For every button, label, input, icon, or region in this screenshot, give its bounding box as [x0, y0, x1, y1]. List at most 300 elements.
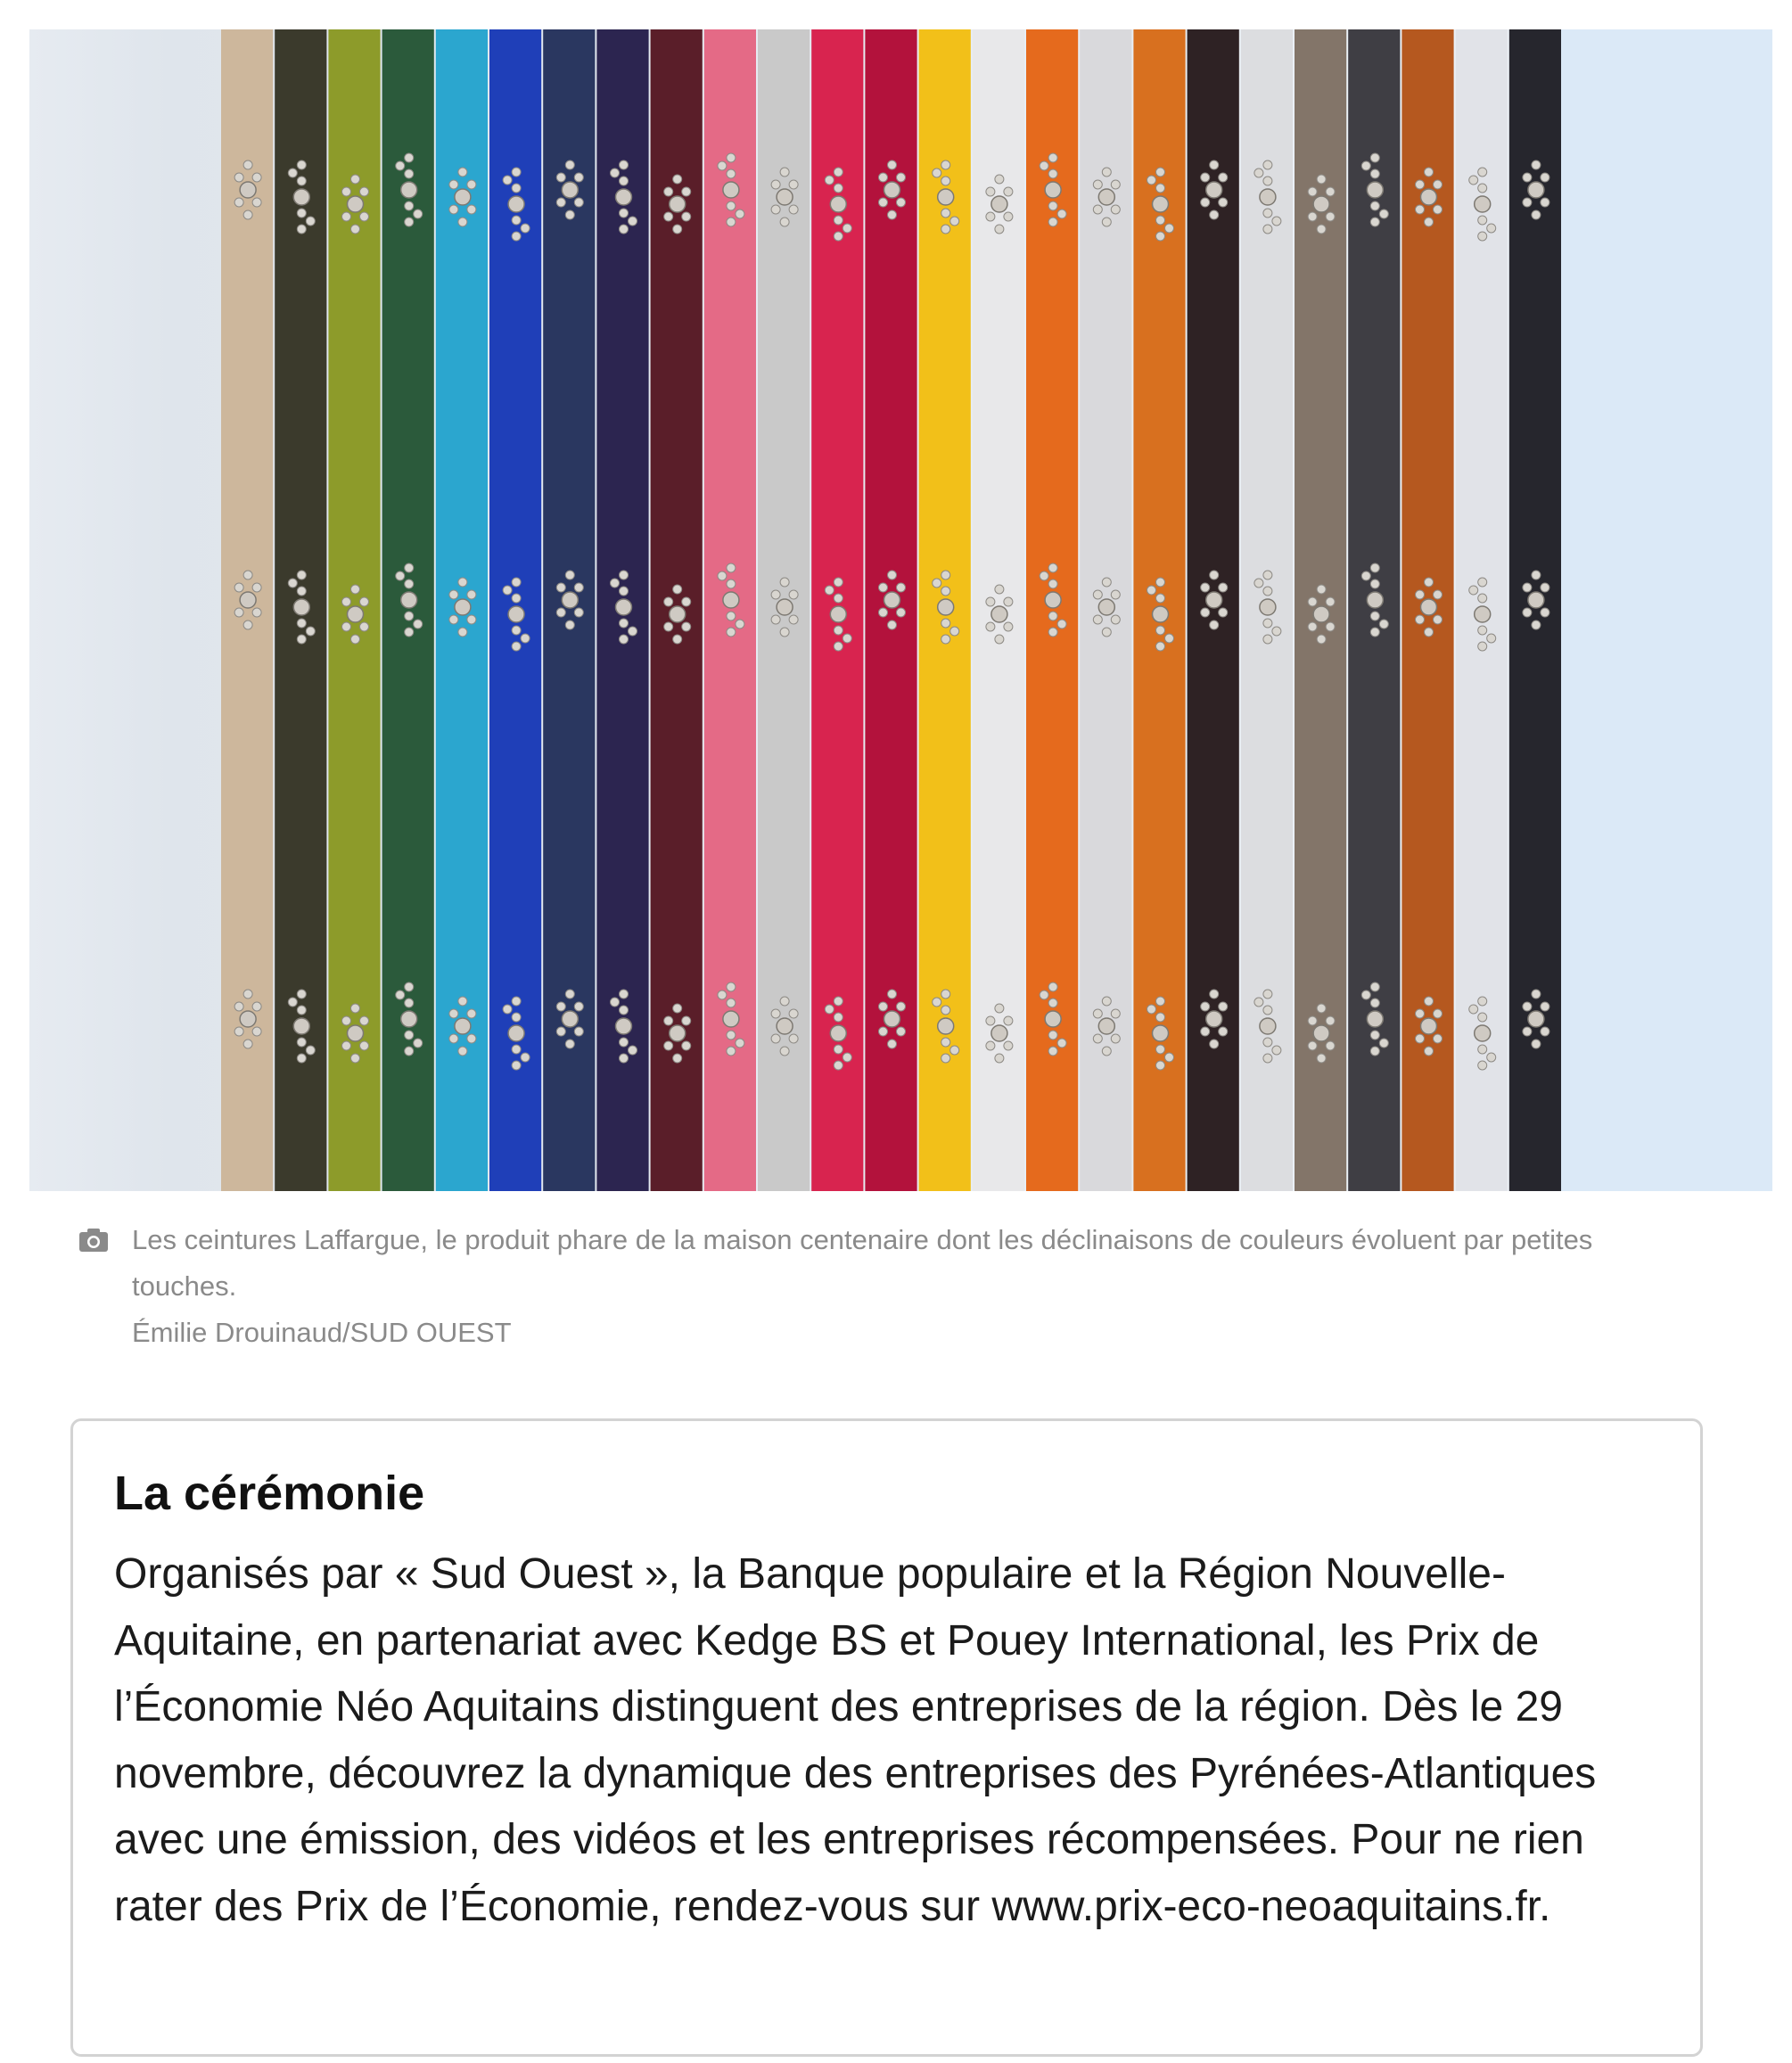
belt-stud [243, 160, 252, 169]
belt-stud [1153, 1025, 1169, 1041]
belt-stud [1147, 176, 1156, 185]
belt-stud [830, 606, 846, 622]
belt-stud [727, 579, 736, 588]
belt-stud [1147, 586, 1156, 595]
belt-stud [1478, 642, 1487, 651]
belt-stud [405, 612, 414, 621]
belt-stud [1004, 1016, 1013, 1025]
belt-stud [1326, 1016, 1335, 1025]
belt-stud [611, 998, 620, 1007]
belt-stud [521, 634, 530, 643]
belt-stud [449, 205, 458, 214]
belt-stud [629, 217, 637, 226]
belt-stud [620, 160, 629, 169]
belt-stud [1153, 196, 1169, 212]
belt-stud [995, 225, 1004, 234]
belt-stud [843, 224, 851, 233]
belt-stud [1523, 1002, 1532, 1011]
belt-stud [1313, 1025, 1329, 1041]
belt-stud [727, 563, 736, 572]
belt-stud [240, 592, 256, 608]
belt-stud [825, 1005, 834, 1014]
belt-stud [1434, 1009, 1443, 1018]
belt-stud [306, 1046, 315, 1055]
belt-stud [1045, 592, 1061, 608]
belt-stud [1111, 590, 1120, 599]
belt-stud [1263, 209, 1272, 218]
belt-stud [297, 571, 306, 579]
belt-stud [1219, 608, 1228, 617]
belt-stud [1048, 563, 1057, 572]
belt-stud [405, 218, 414, 226]
belt-stud [897, 608, 906, 617]
belt-stud [1156, 168, 1165, 177]
belt-stud [1425, 1047, 1434, 1056]
belt-stud [620, 209, 629, 218]
belt-stud [938, 599, 954, 615]
belt-stud [991, 1025, 1007, 1041]
belt-stud [405, 563, 414, 572]
belt-stud [941, 1054, 950, 1063]
belt-stud [401, 1011, 417, 1027]
belt-stud [670, 1025, 686, 1041]
belt-stud [521, 1053, 530, 1062]
belt-stud [611, 579, 620, 588]
belt-stud [616, 599, 632, 615]
belt-stud [727, 153, 736, 162]
belt-stud [565, 210, 574, 219]
belt-stud [1098, 1018, 1114, 1034]
belt-stud [1469, 1005, 1478, 1014]
belt-stud [995, 1004, 1004, 1013]
belt-stud [1370, 628, 1379, 637]
belt-stud [620, 1006, 629, 1015]
belt-stud [718, 990, 727, 999]
belt-stud [1425, 168, 1434, 177]
belt-stud [562, 1011, 578, 1027]
belt-stud [297, 635, 306, 644]
belt-stud [1048, 153, 1057, 162]
belt-stud [342, 1041, 351, 1050]
belt-stud [1528, 182, 1544, 198]
belt-stud [1326, 622, 1335, 631]
belt-stud [888, 621, 897, 629]
belt-stud [673, 635, 682, 644]
belt-stud [1379, 1039, 1388, 1048]
belt-stud [293, 1018, 309, 1034]
belt-stud [1475, 606, 1491, 622]
belt-stud [240, 1011, 256, 1027]
belt-stud [234, 1002, 243, 1011]
belt-stud [467, 205, 476, 214]
belt-stud [458, 218, 467, 226]
belt-stud [941, 177, 950, 185]
belt-stud [736, 620, 744, 629]
belt-stud [458, 997, 467, 1006]
belt-stud [455, 599, 471, 615]
belt-stud [1098, 189, 1114, 205]
belt-stud [938, 1018, 954, 1034]
belt-stud [1156, 997, 1165, 1006]
belt-stud [297, 990, 306, 999]
belt-stud [396, 990, 405, 999]
belt-stud [1263, 225, 1272, 234]
belt-stud [941, 587, 950, 596]
belt-stud [620, 225, 629, 234]
belt-stud [565, 571, 574, 579]
belt-stud [1156, 642, 1165, 651]
belt-stud [1434, 205, 1443, 214]
belt-stud [834, 216, 843, 225]
belt-stud [991, 606, 1007, 622]
belt-stud [723, 182, 739, 198]
belt-stud [879, 583, 888, 592]
belt-stud [1541, 1002, 1550, 1011]
belt-stud [789, 180, 798, 189]
belt-stud [574, 198, 583, 207]
belt-stud [405, 999, 414, 1007]
belt-stud [348, 196, 364, 212]
belt-stud [1416, 205, 1425, 214]
belt-stud [449, 180, 458, 189]
belt-stud [565, 990, 574, 999]
belt-stud [611, 168, 620, 177]
belt-stud [342, 597, 351, 606]
belt-stud [401, 592, 417, 608]
belt-stud [1057, 210, 1066, 218]
belt-stud [234, 173, 243, 182]
belt-stud [1093, 1034, 1102, 1043]
belt-stud [897, 198, 906, 207]
belt-stud [574, 608, 583, 617]
belt-stud [1048, 999, 1057, 1007]
belt-stud [574, 173, 583, 182]
belt-stud [1156, 216, 1165, 225]
belt-stud [293, 599, 309, 615]
belt-stud [1048, 628, 1057, 637]
belt-stud [682, 212, 691, 221]
belt-stud [1165, 634, 1174, 643]
belts-illustration [29, 29, 1772, 1191]
belt-stud [1478, 594, 1487, 603]
belt-stud [616, 189, 632, 205]
belt-stud [288, 579, 297, 588]
belt-stud [512, 1061, 521, 1070]
belt-stud [723, 592, 739, 608]
belt-stud [834, 626, 843, 635]
belt-stud [1478, 997, 1487, 1006]
belt-stud [673, 175, 682, 184]
belt-stud [673, 1004, 682, 1013]
belt-stud [1201, 583, 1210, 592]
belt-stud [1326, 212, 1335, 221]
belt-stud [1308, 1041, 1317, 1050]
belt-stud [348, 606, 364, 622]
belt-stud [1326, 187, 1335, 196]
belt-stud [1478, 626, 1487, 635]
belt-stud [565, 1040, 574, 1048]
belt-stud [512, 184, 521, 193]
belt-stud [682, 597, 691, 606]
belt-stud [1004, 212, 1013, 221]
belt-stud [508, 606, 524, 622]
belt-stud [789, 1034, 798, 1043]
belt-stud [342, 187, 351, 196]
belt-stud [834, 1013, 843, 1022]
belt-stud [467, 1009, 476, 1018]
belt-stud [1421, 1018, 1437, 1034]
belt-stud [825, 176, 834, 185]
belt-stud [414, 210, 423, 218]
belt-stud [780, 578, 789, 587]
belt-stud [1416, 1009, 1425, 1018]
belt-stud [503, 1005, 512, 1014]
belt-stud [1361, 161, 1370, 170]
belt-stud [512, 232, 521, 241]
belt-stud [360, 212, 369, 221]
belt-stud [455, 189, 471, 205]
belt-stud [664, 597, 673, 606]
belt-stud [1326, 597, 1335, 606]
belt-stud [986, 622, 995, 631]
belt-stud [449, 1009, 458, 1018]
belt-stud [1111, 1034, 1120, 1043]
belt-stud [664, 212, 673, 221]
belt-stud [1308, 622, 1317, 631]
belt-stud [941, 635, 950, 644]
belt-stud [986, 1041, 995, 1050]
belt-stud [1048, 169, 1057, 178]
belt-stud [351, 1004, 360, 1013]
belt-stud [933, 168, 941, 177]
belt-stud [1219, 1002, 1228, 1011]
belt-stud [1048, 1047, 1057, 1056]
belt-stud [1102, 578, 1111, 587]
belt-stud [1313, 606, 1329, 622]
belt-stud [503, 586, 512, 595]
belt-stud [1048, 201, 1057, 210]
belt-stud [941, 619, 950, 628]
belt-stud [1156, 578, 1165, 587]
belt-stud [718, 571, 727, 580]
belt-stud [297, 1006, 306, 1015]
belt-stud [360, 187, 369, 196]
belt-stud [1425, 997, 1434, 1006]
belt-stud [843, 1053, 851, 1062]
belt-stud [771, 205, 780, 214]
belt-stud [1361, 571, 1370, 580]
belt-stud [1317, 1004, 1326, 1013]
belt-stud [1254, 998, 1263, 1007]
belt-stud [1421, 189, 1437, 205]
belt-stud [673, 225, 682, 234]
belt-stud [342, 212, 351, 221]
belt-stud [234, 583, 243, 592]
belt-stud [1201, 173, 1210, 182]
belt-stud [1057, 620, 1066, 629]
belt-stud [1541, 608, 1550, 617]
belt-stud [405, 628, 414, 637]
belt-stud [351, 225, 360, 234]
belt-stud [995, 175, 1004, 184]
belt-stud [1156, 232, 1165, 241]
belt-stud [297, 1038, 306, 1047]
belt-stud [1532, 210, 1541, 219]
belt-stud [771, 590, 780, 599]
belt-stud [565, 621, 574, 629]
belt-stud [1048, 579, 1057, 588]
belt-stud [727, 982, 736, 991]
belt-stud [306, 627, 315, 636]
belt-stud [682, 1041, 691, 1050]
belt-stud [1201, 1027, 1210, 1036]
belt-stud [1254, 579, 1263, 588]
belt-stud [1541, 173, 1550, 182]
belt-stud [1425, 578, 1434, 587]
wall-background [1545, 29, 1772, 1191]
belt-stud [342, 622, 351, 631]
belt-stud [780, 218, 789, 226]
belt-stud [1487, 224, 1496, 233]
belt-stud [995, 585, 1004, 594]
photo-credit: Émilie Drouinaud/SUD OUEST [132, 1317, 512, 1348]
belt-stud [1434, 615, 1443, 624]
belt-stud [1469, 586, 1478, 595]
belt-stud [723, 1011, 739, 1027]
belt-stud [234, 1027, 243, 1036]
belt-stud [1370, 153, 1379, 162]
belt-stud [1219, 583, 1228, 592]
belt-stud [1045, 182, 1061, 198]
belt-stud [1102, 218, 1111, 226]
belt-stud [834, 168, 843, 177]
belt-stud [1165, 1053, 1174, 1062]
belt-stud [1111, 205, 1120, 214]
belt-stud [1210, 621, 1219, 629]
belt-stud [1093, 590, 1102, 599]
belt-stud [888, 210, 897, 219]
belt-stud [556, 1002, 565, 1011]
belt-stud [620, 587, 629, 596]
belt-stud [888, 990, 897, 999]
belt-stud [1317, 635, 1326, 644]
belt-stud [1111, 180, 1120, 189]
belt-stud [620, 990, 629, 999]
belt-stud [789, 590, 798, 599]
belt-stud [1263, 177, 1272, 185]
belt-stud [620, 1054, 629, 1063]
belt-stud [556, 583, 565, 592]
belt-stud [1102, 168, 1111, 177]
belt-stud [1263, 571, 1272, 579]
belt-stud [897, 173, 906, 182]
belt-stud [512, 1013, 521, 1022]
belt-stud [1040, 571, 1048, 580]
belt-stud [288, 168, 297, 177]
belt-stud [1156, 594, 1165, 603]
belt-stud [1057, 1039, 1066, 1048]
belt-stud [1367, 592, 1383, 608]
belt-stud [620, 177, 629, 185]
belt-stud [727, 999, 736, 1007]
belt-stud [780, 997, 789, 1006]
belt-stud [834, 232, 843, 241]
belt-stud [243, 621, 252, 629]
belt-stud [1263, 990, 1272, 999]
belt-stud [941, 209, 950, 218]
belt-stud [879, 608, 888, 617]
belt-stud [1370, 1031, 1379, 1040]
belt-stud [360, 597, 369, 606]
belt-stud [664, 1016, 673, 1025]
belt-stud [351, 1054, 360, 1063]
belt-stud [1210, 571, 1219, 579]
belt-stud [620, 619, 629, 628]
belt-stud [941, 160, 950, 169]
belt-stud [771, 180, 780, 189]
belt-stud [620, 571, 629, 579]
belt-stud [521, 224, 530, 233]
belt-stud [512, 168, 521, 177]
belt-stud [1478, 216, 1487, 225]
belt-stud [1478, 1061, 1487, 1070]
belt-stud [727, 1047, 736, 1056]
belt-stud [556, 1027, 565, 1036]
belt-stud [1370, 999, 1379, 1007]
belt-stud [458, 578, 467, 587]
belt-stud [897, 583, 906, 592]
belt-stud [1040, 990, 1048, 999]
caption-text: Les ceintures Laffargue, le produit phare de la maison centenaire dont les déclinaisons de couleurs évoluent par petites touches. [132, 1224, 1593, 1302]
belt-stud [512, 1045, 521, 1054]
belt-stud [1528, 1011, 1544, 1027]
belt-stud [405, 579, 414, 588]
belt-stud [243, 571, 252, 579]
belt-stud [243, 1040, 252, 1048]
belt-stud [360, 1016, 369, 1025]
belt-stud [1093, 205, 1102, 214]
belt-stud [991, 196, 1007, 212]
belt-stud [1201, 198, 1210, 207]
belt-stud [1048, 612, 1057, 621]
belt-stud [1523, 1027, 1532, 1036]
belt-stud [1004, 597, 1013, 606]
belt-stud [1153, 606, 1169, 622]
belt-stud [1263, 1006, 1272, 1015]
belt-stud [1421, 599, 1437, 615]
belt-stud [825, 586, 834, 595]
belt-stud [1523, 608, 1532, 617]
belt-stud [933, 998, 941, 1007]
belt-stud [351, 585, 360, 594]
belt-stud [512, 642, 521, 651]
belt-stud [414, 1039, 423, 1048]
belt-stud [449, 590, 458, 599]
belt-stud [360, 1041, 369, 1050]
belt-stud [449, 615, 458, 624]
belt-stud [243, 210, 252, 219]
infobox-body: Organisés par « Sud Ouest », la Banque populaire et la Région Nouvelle-Aquitaine, en partenariat avec Kedge BS et Pouey International, les Prix de l’Économie Néo Aquitains distinguent des entreprises de la région. Dès le 29 novembre, découvrez la dynamique des entreprises des Pyrénées-Atlantiques avec une émission, des vidéos et les entreprises récompensées. Pour ne rien rater des Prix de l’Économie, rendez-vous sur www.prix-eco-neoaquitains.fr. [114, 1550, 1597, 1930]
belt-stud [1147, 1005, 1156, 1014]
belt-stud [834, 594, 843, 603]
belt-stud [727, 169, 736, 178]
belt-stud [884, 1011, 900, 1027]
belt-stud [297, 160, 306, 169]
belts-photo [29, 29, 1772, 1191]
belt-stud [1219, 173, 1228, 182]
belt-stud [879, 1027, 888, 1036]
belt-stud [1263, 1054, 1272, 1063]
